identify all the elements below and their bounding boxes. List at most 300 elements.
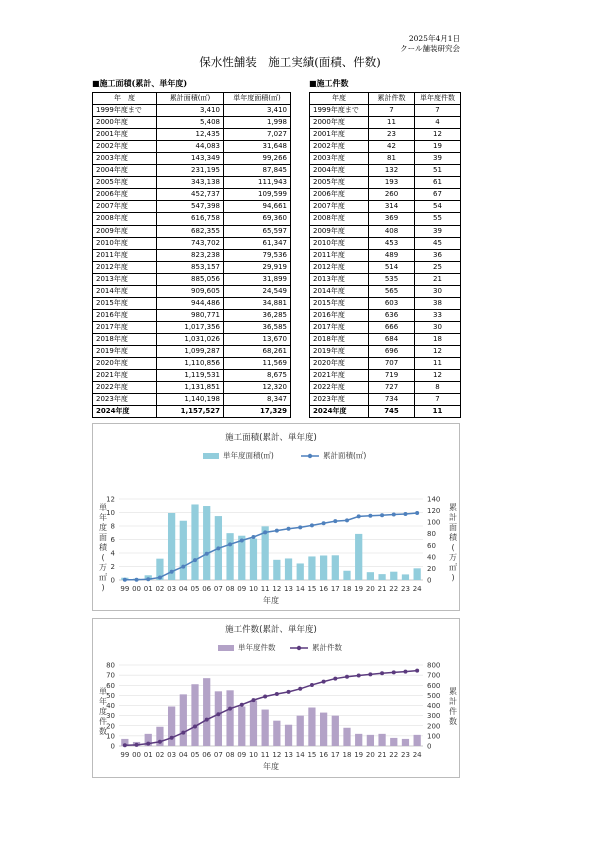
count-annual-cell: 7 (415, 105, 461, 117)
area-cumulative-cell: 980,771 (157, 309, 224, 321)
chart-title: 施工件数(累計、単年度) (225, 625, 317, 635)
x-tick-label: 23 (401, 585, 410, 593)
bar (378, 734, 385, 746)
x-tick-label: 24 (412, 751, 422, 759)
y2-tick-label: 600 (427, 681, 441, 690)
area-year-cell: 2019年度 (93, 345, 157, 357)
y2-tick-label: 100 (427, 518, 441, 527)
count-annual-cell: 51 (415, 165, 461, 177)
y2-tick-label: 0 (427, 742, 432, 751)
area-annual-cell: 31,899 (224, 273, 291, 285)
count-annual-cell: 30 (415, 321, 461, 333)
legend-bar-label: 単年度面積(㎡) (223, 451, 274, 460)
x-tick-label: 17 (330, 585, 340, 593)
area-year-cell: 2012年度 (93, 261, 157, 273)
y2-tick-label: 100 (427, 732, 441, 741)
count-annual-cell: 55 (415, 213, 461, 225)
line-point (181, 565, 185, 569)
count-row (310, 273, 461, 285)
date-label: 2025年4月1日 (408, 34, 460, 43)
x-tick-label: 03 (167, 751, 177, 759)
bar (355, 534, 362, 580)
x-tick-label: 05 (190, 751, 200, 759)
count-header-year: 年度 (310, 93, 369, 105)
count-year-cell: 2014年度 (310, 285, 369, 297)
area-annual-cell: 1,998 (224, 117, 291, 129)
count-row (310, 321, 461, 333)
bar (203, 506, 210, 580)
area-cumulative-cell: 944,486 (157, 297, 224, 309)
x-tick-label: 07 (213, 751, 223, 759)
x-tick-label: 99 (120, 585, 130, 593)
line-point (287, 690, 291, 694)
area-year-cell: 2018年度 (93, 333, 157, 345)
area-row (93, 333, 291, 345)
area-row (93, 165, 291, 177)
count-cumulative-cell: 132 (369, 165, 415, 177)
count-year-cell: 2012年度 (310, 261, 369, 273)
bar (250, 539, 257, 580)
y2-tick-label: 120 (427, 507, 441, 516)
count-year-cell: 2016年度 (310, 309, 369, 321)
area-cumulative-cell: 743,702 (157, 237, 224, 249)
bar (238, 707, 245, 746)
count-cumulative-cell: 7 (369, 105, 415, 117)
area-cumulative-cell: 3,410 (157, 105, 224, 117)
x-tick-label: 23 (401, 751, 410, 759)
area-row (93, 406, 291, 418)
area-header-cumulative: 累計面積(㎡) (157, 93, 224, 105)
x-tick-label: 04 (178, 751, 188, 759)
line-point (403, 670, 407, 674)
x-tick-label: 01 (143, 585, 153, 593)
area-cumulative-cell: 853,157 (157, 261, 224, 273)
count-cumulative-cell: 260 (369, 189, 415, 201)
count-cumulative-cell: 684 (369, 333, 415, 345)
bar (343, 728, 350, 746)
count-year-cell: 1999年度まで (310, 105, 369, 117)
area-year-cell: 2010年度 (93, 237, 157, 249)
count-year-cell: 2021年度 (310, 370, 369, 382)
count-year-cell: 2024年度 (310, 406, 369, 418)
count-row (310, 117, 461, 129)
line-point (170, 736, 174, 740)
area-cumulative-cell: 1,099,287 (157, 345, 224, 357)
area-chart-svg (93, 424, 461, 612)
line-point (287, 527, 291, 531)
area-row (93, 309, 291, 321)
area-annual-cell: 29,919 (224, 261, 291, 273)
area-cumulative-cell: 1,017,356 (157, 321, 224, 333)
count-cumulative-cell: 514 (369, 261, 415, 273)
x-tick-label: 17 (330, 751, 340, 759)
organization-label: クール舗装研究会 (400, 44, 460, 53)
count-cumulative-cell: 727 (369, 382, 415, 394)
area-year-cell: 2013年度 (93, 273, 157, 285)
count-annual-cell: 39 (415, 225, 461, 237)
count-year-cell: 2006年度 (310, 189, 369, 201)
x-axis-title: 年度 (263, 596, 279, 605)
area-year-cell: 2023年度 (93, 394, 157, 406)
bar (250, 700, 257, 746)
bar (320, 555, 327, 580)
count-year-cell: 2000年度 (310, 117, 369, 129)
area-year-cell: 2007年度 (93, 201, 157, 213)
y2-tick-label: 140 (427, 495, 441, 504)
bar (308, 708, 315, 746)
area-cumulative-cell: 1,031,026 (157, 333, 224, 345)
x-tick-label: 22 (389, 751, 399, 759)
count-cumulative-cell: 453 (369, 237, 415, 249)
area-annual-cell: 8,675 (224, 370, 291, 382)
area-year-cell: 2022年度 (93, 382, 157, 394)
bar (355, 734, 362, 746)
area-cumulative-cell: 343,138 (157, 177, 224, 189)
count-annual-cell: 45 (415, 237, 461, 249)
bar (226, 690, 233, 746)
area-row (93, 273, 291, 285)
x-tick-label: 22 (389, 585, 399, 593)
count-section-title: ■施工件数 (309, 78, 349, 88)
y2-tick-label: 500 (427, 691, 441, 700)
x-tick-label: 11 (260, 585, 270, 593)
bar (215, 691, 222, 746)
x-tick-label: 05 (190, 585, 200, 593)
legend-bar-swatch (203, 453, 219, 459)
line-point (333, 519, 337, 523)
legend-bar-label: 単年度件数 (238, 643, 276, 652)
y2-tick-label: 60 (427, 541, 436, 550)
chart-title: 施工面積(累計、単年度) (225, 433, 317, 443)
y2-axis-title: 累計件数 (449, 687, 457, 726)
x-tick-label: 10 (249, 751, 258, 759)
count-year-cell: 2005年度 (310, 177, 369, 189)
line-point (228, 707, 232, 711)
x-tick-label: 08 (225, 585, 235, 593)
line-point (357, 674, 361, 678)
y2-tick-label: 200 (427, 722, 441, 731)
bar (285, 725, 292, 746)
count-row (310, 141, 461, 153)
count-cumulative-cell: 696 (369, 345, 415, 357)
count-annual-cell: 54 (415, 201, 461, 213)
area-annual-cell: 69,360 (224, 213, 291, 225)
count-cumulative-cell: 408 (369, 225, 415, 237)
x-tick-label: 09 (237, 751, 247, 759)
count-chart-svg (93, 619, 461, 779)
count-cumulative-cell: 23 (369, 129, 415, 141)
area-year-cell: 2016年度 (93, 309, 157, 321)
count-year-cell: 2022年度 (310, 382, 369, 394)
count-row (310, 333, 461, 345)
bar (402, 739, 409, 746)
line-point (322, 680, 326, 684)
area-annual-cell: 8,347 (224, 394, 291, 406)
area-annual-cell: 99,266 (224, 153, 291, 165)
y-axis-title: 単年度件数 (99, 687, 107, 736)
area-chart (92, 423, 460, 611)
area-annual-cell: 36,585 (224, 321, 291, 333)
line-point (392, 513, 396, 517)
count-cumulative-cell: 535 (369, 273, 415, 285)
area-row (93, 153, 291, 165)
count-row (310, 394, 461, 406)
x-tick-label: 21 (377, 585, 387, 593)
x-tick-label: 01 (143, 751, 153, 759)
area-year-cell: 2015年度 (93, 297, 157, 309)
bar (414, 735, 421, 746)
bar (273, 721, 280, 746)
area-annual-cell: 3,410 (224, 105, 291, 117)
bar (332, 555, 339, 580)
y-tick-label: 0 (110, 576, 115, 585)
count-row (310, 177, 461, 189)
bar (285, 558, 292, 580)
bar (297, 563, 304, 580)
line-point (275, 692, 279, 696)
area-row (93, 129, 291, 141)
count-annual-cell: 12 (415, 370, 461, 382)
area-cumulative-cell: 44,083 (157, 141, 224, 153)
count-row (310, 285, 461, 297)
line-point (403, 512, 407, 516)
count-cumulative-cell: 666 (369, 321, 415, 333)
area-row (93, 321, 291, 333)
count-annual-cell: 38 (415, 297, 461, 309)
bar (414, 568, 421, 580)
y-tick-label: 80 (106, 661, 115, 670)
bar (378, 574, 385, 580)
bar (262, 526, 269, 580)
line-point (146, 577, 150, 581)
count-cumulative-cell: 193 (369, 177, 415, 189)
count-row (310, 201, 461, 213)
count-annual-cell: 67 (415, 189, 461, 201)
bar (390, 738, 397, 746)
bar (203, 678, 210, 746)
line-point (240, 703, 244, 707)
line-point (193, 724, 197, 728)
x-tick-label: 13 (284, 751, 293, 759)
bar (390, 572, 397, 580)
y-tick-label: 10 (106, 732, 115, 741)
bar (168, 707, 175, 746)
line-point (228, 542, 232, 546)
area-year-cell: 2000年度 (93, 117, 157, 129)
line-point (298, 687, 302, 691)
x-tick-label: 16 (319, 751, 329, 759)
count-cumulative-cell: 636 (369, 309, 415, 321)
area-cumulative-cell: 1,131,851 (157, 382, 224, 394)
count-year-cell: 2017年度 (310, 321, 369, 333)
count-row (310, 358, 461, 370)
bar (226, 533, 233, 580)
x-tick-label: 18 (342, 585, 352, 593)
line-point (392, 670, 396, 674)
area-year-cell: 2024年度 (93, 406, 157, 418)
line-point (415, 511, 419, 515)
area-cumulative-cell: 885,056 (157, 273, 224, 285)
count-year-cell: 2020年度 (310, 358, 369, 370)
bar (402, 574, 409, 580)
count-cumulative-cell: 42 (369, 141, 415, 153)
line-point (251, 698, 255, 702)
area-annual-cell: 94,661 (224, 201, 291, 213)
line-point (205, 552, 209, 556)
area-annual-cell: 109,599 (224, 189, 291, 201)
line-point (380, 671, 384, 675)
y-tick-label: 12 (106, 495, 115, 504)
x-tick-label: 20 (365, 751, 375, 759)
count-cumulative-cell: 603 (369, 297, 415, 309)
count-row (310, 213, 461, 225)
x-tick-label: 14 (295, 751, 305, 759)
area-annual-cell: 24,549 (224, 285, 291, 297)
y-tick-label: 30 (106, 712, 115, 721)
count-row (310, 406, 461, 418)
page-title: 保水性舗装 施工実績(面積、件数) (199, 55, 381, 69)
bar (180, 521, 187, 580)
area-cumulative-cell: 682,355 (157, 225, 224, 237)
bar (180, 694, 187, 746)
line-point (345, 518, 349, 522)
area-year-cell: 2003年度 (93, 153, 157, 165)
legend-line-marker (297, 646, 301, 650)
area-year-cell: 2021年度 (93, 370, 157, 382)
area-row (93, 358, 291, 370)
legend-bar-swatch (218, 645, 234, 651)
count-annual-cell: 39 (415, 153, 461, 165)
area-row (93, 345, 291, 357)
y-tick-label: 10 (106, 509, 115, 517)
count-annual-cell: 18 (415, 333, 461, 345)
bar (343, 571, 350, 580)
area-row (93, 382, 291, 394)
bar (332, 716, 339, 746)
count-year-cell: 2015年度 (310, 297, 369, 309)
line-point (310, 523, 314, 527)
line-point (216, 546, 220, 550)
area-year-cell: 2001年度 (93, 129, 157, 141)
line-point (415, 669, 419, 673)
count-row (310, 261, 461, 273)
bar (262, 710, 269, 746)
area-annual-cell: 79,536 (224, 249, 291, 261)
x-tick-label: 15 (307, 585, 317, 593)
count-cumulative-cell: 81 (369, 153, 415, 165)
count-row (310, 297, 461, 309)
area-annual-cell: 61,347 (224, 237, 291, 249)
x-tick-label: 00 (132, 585, 141, 593)
x-tick-label: 12 (272, 751, 282, 759)
area-year-cell: 2009年度 (93, 225, 157, 237)
bar (367, 572, 374, 580)
count-row (310, 309, 461, 321)
count-year-cell: 2003年度 (310, 153, 369, 165)
y2-tick-label: 20 (427, 564, 436, 573)
bar (297, 716, 304, 746)
x-tick-label: 16 (319, 585, 329, 593)
area-cumulative-cell: 231,195 (157, 165, 224, 177)
area-annual-cell: 87,845 (224, 165, 291, 177)
count-row (310, 129, 461, 141)
count-year-cell: 2001年度 (310, 129, 369, 141)
y-tick-label: 6 (110, 536, 115, 544)
y-tick-label: 4 (110, 549, 115, 558)
legend-line-label: 累計件数 (312, 643, 342, 652)
line-point (251, 535, 255, 539)
count-annual-cell: 33 (415, 309, 461, 321)
line-point (368, 672, 372, 676)
line-point (193, 558, 197, 562)
count-annual-cell: 19 (415, 141, 461, 153)
count-cumulative-cell: 314 (369, 201, 415, 213)
area-year-cell: 2017年度 (93, 321, 157, 333)
area-cumulative-cell: 909,605 (157, 285, 224, 297)
area-year-cell: 2005年度 (93, 177, 157, 189)
area-row (93, 213, 291, 225)
y2-tick-label: 40 (427, 553, 436, 562)
line-point (310, 683, 314, 687)
line-point (380, 513, 384, 517)
area-row (93, 394, 291, 406)
area-row (93, 249, 291, 261)
line-point (345, 675, 349, 679)
area-year-cell: 2002年度 (93, 141, 157, 153)
area-row (93, 117, 291, 129)
line-point (170, 570, 174, 574)
count-row (310, 345, 461, 357)
count-chart (92, 618, 460, 778)
area-cumulative-cell: 452,737 (157, 189, 224, 201)
count-cumulative-cell: 489 (369, 249, 415, 261)
count-year-cell: 2019年度 (310, 345, 369, 357)
count-header-annual: 単年度件数 (415, 93, 461, 105)
x-axis-title: 年度 (263, 762, 279, 771)
x-tick-label: 09 (237, 585, 247, 593)
count-annual-cell: 11 (415, 406, 461, 418)
bar (367, 735, 374, 746)
line-point (322, 521, 326, 525)
area-row (93, 297, 291, 309)
line-point (158, 575, 162, 579)
area-annual-cell: 17,329 (224, 406, 291, 418)
area-year-cell: 2020年度 (93, 358, 157, 370)
line-point (146, 742, 150, 746)
area-row (93, 201, 291, 213)
area-row (93, 261, 291, 273)
count-year-cell: 2010年度 (310, 237, 369, 249)
y-axis-title: 単年度面積(万㎡ ) (99, 503, 107, 592)
bar (191, 504, 198, 580)
area-annual-cell: 34,881 (224, 297, 291, 309)
count-year-cell: 2008年度 (310, 213, 369, 225)
y-tick-label: 50 (106, 691, 115, 700)
y-tick-label: 40 (106, 702, 115, 710)
area-table (92, 92, 291, 418)
count-annual-cell: 30 (415, 285, 461, 297)
area-cumulative-cell: 1,110,856 (157, 358, 224, 370)
area-row (93, 141, 291, 153)
y2-tick-label: 80 (427, 530, 436, 539)
y2-tick-label: 0 (427, 576, 432, 585)
x-tick-label: 06 (202, 585, 212, 593)
count-row (310, 237, 461, 249)
count-year-cell: 2004年度 (310, 165, 369, 177)
area-cumulative-cell: 1,140,198 (157, 394, 224, 406)
area-annual-cell: 13,670 (224, 333, 291, 345)
area-row (93, 189, 291, 201)
